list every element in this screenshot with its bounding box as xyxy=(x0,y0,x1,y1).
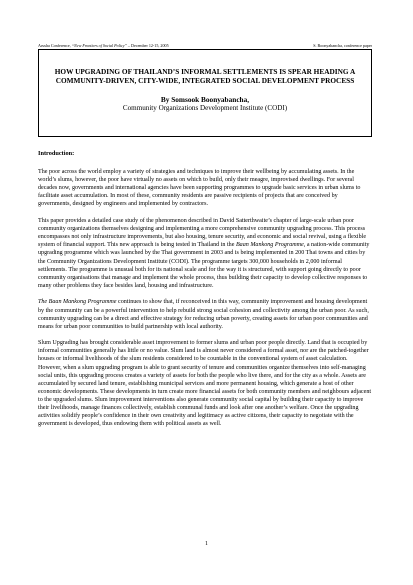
paper-title: HOW UPGRADING OF THAILAND’S INFORMAL SETTLEMENTS IS SPEAR HEADING A COMMUNITY-DRIVEN, CITY-WIDE, INTEGRATED SOCIAL DEVELOPMENT PROCESS xyxy=(54,67,356,86)
running-header-right: S. Boonyabancha, conference paper xyxy=(313,43,372,48)
section-heading: Introduction: xyxy=(38,150,75,157)
paragraph-2-programme-name: Baan Mankong Programme xyxy=(235,242,304,249)
paragraph-2 xyxy=(38,217,372,290)
paragraph-4: Slum Upgrading has brought considerable asset improvement to former slums and urban poor people directly. Land that is occupied by informal communities generally has little or no value. Slum land is almost never considered a formal asset, nor are the patched-together houses or informal livelihoods of the slum residents considered to be countable in the conventional system of asset calculation. However, when a slum upgrading program is able to grant security of tenure and communities organize themselves into self-managing social units, this upgrading process creates a variety of assets for both the people who live there, and for the city as a whole. Assets are accumulated by secured land tenure, establishing municipal services and more permanent housing, which generate a host of other economic developments. These developments in turn create more financial assets for both community members and neighbours adjacent to the upgraded slums. Slum improvement interventions also generate community social capital by building their capacity to improve their livelihoods, manage finances collectively, establish communal funds and look after one another’s welfare. Once the upgrading activities solidify people’s confidence in their own creativity and legitimacy as active citizens, their capacity to negotiate with the government is developed, thus endowing them with political assets as well. xyxy=(38,340,372,428)
paragraph-2-part-a: This paper provides a detailed case study of the phenomenon described in David Satterthwaite’s chapter of large-scale urban poor community organizations themselves designing and implementing a more comprehensive community upgrading process. This process encompasses not only infrastructure improvements, but also housing, tenure security, and economic and social revival, using a flexible system of financial support. This new approach is being tested in Thailand in the xyxy=(38,218,367,249)
paragraph-3 xyxy=(38,298,372,330)
running-header-left xyxy=(38,43,169,48)
running-header-dates: – December 12-15, 2005 xyxy=(126,43,169,48)
paragraph-1: The poor across the world employ a variety of strategies and techniques to improve their wellbeing by accumulating assets. In the world’s slums, however, the poor have virtually no assets on which to build, only their meagre, improvised dwellings. For several decades now, governments and international agencies have been supporting programmes to upgrade basic services in urban slums to facilitate asset accumulation. In most of these, community residents are passive recipients of projects that are conceived by governments, designed by engineers and implemented by contractors. xyxy=(38,169,361,208)
paragraph-2-part-b: , a nation-wide community upgrading programme which was launched by the Thai government in 2003 and is being implemented in 200 Thai towns and cities by the Community Organizations Development Institute (CODI). The programme targets 300,000 households in 2,000 informal settlements. The programme is unusual both for its national scale and for the way it is structured, with support going directly to poor community organisations that manage and implement the whole process, thus building their capacity to develop collective responses to many other problems they face besides land, housing and infrastructure. xyxy=(38,242,370,289)
paragraph-3-programme-name: The Baan Mankong Programme xyxy=(38,299,117,306)
body-text xyxy=(38,150,372,428)
page-number: 1 xyxy=(205,541,208,547)
author-line: By Somsook Boonyabancha, xyxy=(160,94,250,104)
title-box xyxy=(38,49,372,137)
paragraph-3-body: continues to show that, if reconceived in this way, community improvement and housing development by the community can be a powerful intervention to help rebuild strong social cohesion and collectivity among the urban poor. As such, community upgrading can be a direct and effective strategy for reducing urban poverty, creating assets for urban poor communities and means for urban poor communities to build partnership with local authority. xyxy=(38,299,369,330)
running-header-prefix: Arusha Conference, xyxy=(38,43,72,48)
running-header-conference-theme: “New Frontiers of Social Policy” xyxy=(71,43,127,48)
affiliation-line: Community Organizations Development Institute (CODI) xyxy=(122,103,288,112)
